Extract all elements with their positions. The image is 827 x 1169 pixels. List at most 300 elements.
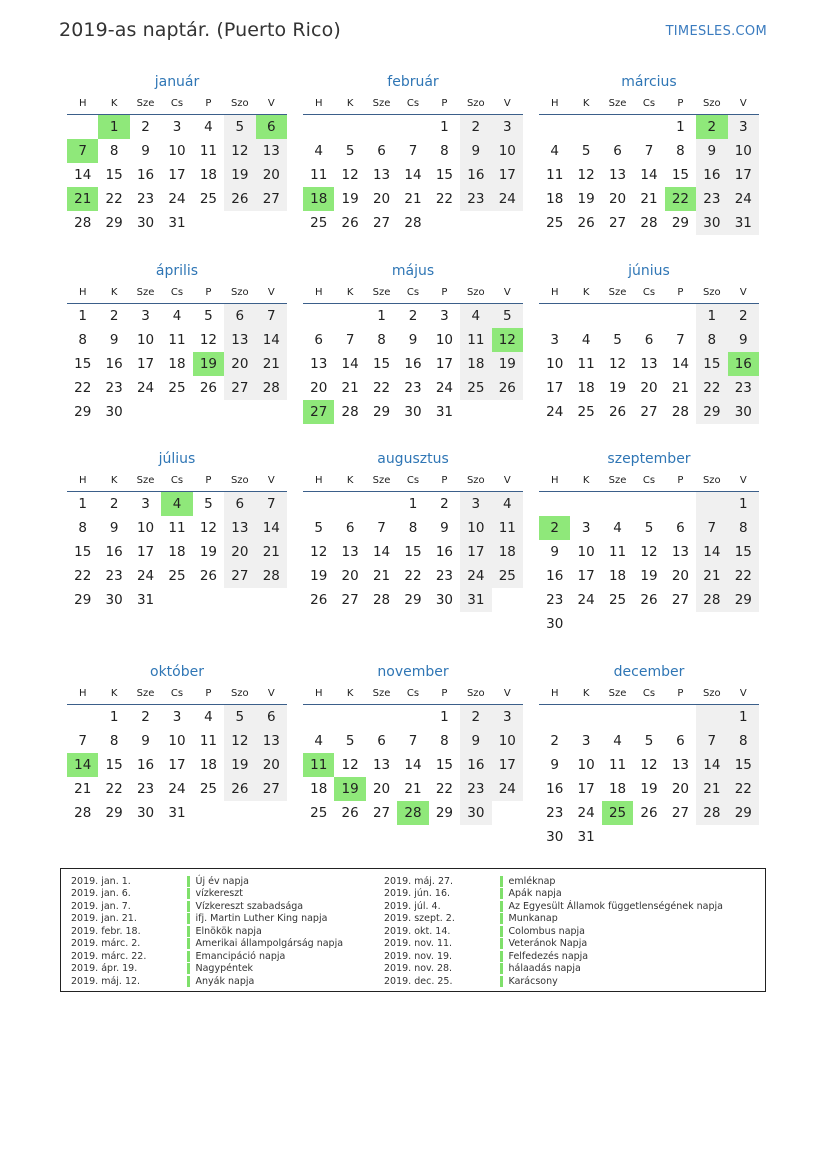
- day-cell: 7: [408, 143, 418, 159]
- day-cell: 19: [640, 568, 658, 584]
- legend-holiday-name: Anyák napja: [195, 975, 255, 987]
- weekday-label: Szo: [230, 474, 249, 486]
- day-cell: 17: [577, 568, 595, 584]
- day-cell: 19: [577, 191, 595, 207]
- day-cell: 26: [577, 215, 595, 231]
- empty-cell: [67, 115, 98, 139]
- day-cell: 26: [640, 592, 658, 608]
- day-cell: 23: [136, 191, 155, 207]
- holiday-day-cell: 12: [492, 328, 523, 352]
- day-cell: 30: [136, 215, 155, 231]
- holiday-day-cell: 7: [67, 139, 98, 163]
- day-cell: 9: [109, 520, 119, 536]
- day-cell: 5: [581, 143, 591, 159]
- month-block: [303, 72, 523, 235]
- day-cell: 19: [199, 544, 218, 560]
- day-cell: 8: [408, 520, 418, 536]
- holiday-marker: [500, 876, 503, 887]
- holiday-marker: [500, 901, 503, 912]
- day-cell: 3: [581, 520, 591, 536]
- legend-date: 2019. jan. 6.: [71, 888, 131, 900]
- legend-row: [384, 950, 723, 963]
- weekday-label: Szo: [466, 474, 485, 486]
- empty-cell: [397, 115, 428, 139]
- day-cell: 28: [696, 801, 727, 825]
- legend-holiday-name: Új év napja: [195, 875, 249, 887]
- day-cell: 13: [608, 167, 627, 183]
- legend-row: [71, 900, 343, 913]
- weekday-label: K: [582, 474, 590, 486]
- empty-cell: [539, 115, 570, 139]
- day-cell: 26: [310, 592, 328, 608]
- day-cell: 13: [372, 757, 391, 773]
- day-cell: 6: [613, 143, 622, 159]
- weekday-label: K: [582, 687, 590, 699]
- month-name: január: [154, 74, 200, 90]
- day-cell: 18: [460, 352, 491, 376]
- day-cell: 5: [224, 705, 255, 729]
- day-cell: 25: [546, 215, 564, 231]
- month-block: [67, 72, 287, 235]
- legend-row: [71, 963, 343, 976]
- legend-row: [71, 888, 343, 901]
- weekday-label: K: [346, 97, 354, 109]
- legend-date: 2019. jan. 21.: [71, 913, 137, 925]
- day-cell: 8: [109, 143, 119, 159]
- weekday-label: Szo: [702, 97, 721, 109]
- day-cell: 30: [460, 801, 491, 825]
- weekday-label: H: [78, 687, 87, 699]
- day-cell: 21: [256, 540, 287, 564]
- legend-row: [71, 975, 343, 988]
- weekday-label: Szo: [702, 474, 721, 486]
- day-cell: 15: [728, 753, 759, 777]
- day-cell: 20: [372, 781, 391, 797]
- weekday-label: K: [110, 474, 118, 486]
- day-cell: 15: [728, 540, 759, 564]
- day-cell: 6: [676, 520, 685, 536]
- month-block: [67, 261, 287, 424]
- day-cell: 26: [224, 777, 255, 801]
- weekday-label: P: [441, 687, 448, 699]
- day-cell: 14: [696, 753, 727, 777]
- weekday-label: Cs: [406, 687, 420, 699]
- weekday-label: P: [677, 286, 684, 298]
- holiday-day-cell: 16: [728, 352, 759, 376]
- legend-row: [71, 925, 343, 938]
- holiday-day-cell: 18: [303, 187, 334, 211]
- day-cell: 29: [671, 215, 690, 231]
- legend-holiday-name: ifj. Martin Luther King napja: [195, 913, 328, 925]
- day-cell: 29: [435, 805, 454, 821]
- day-cell: 25: [199, 191, 218, 207]
- day-cell: 12: [640, 757, 658, 773]
- legend-date: 2019. máj. 12.: [71, 975, 141, 987]
- day-cell: 5: [492, 304, 523, 328]
- day-cell: 8: [109, 733, 119, 749]
- day-cell: 14: [372, 544, 391, 560]
- day-cell: 19: [608, 380, 627, 396]
- day-cell: 22: [696, 376, 727, 400]
- empty-cell: [334, 705, 365, 729]
- empty-cell: [665, 705, 696, 729]
- day-cell: 10: [546, 356, 564, 372]
- month-name: december: [613, 664, 685, 680]
- day-cell: 28: [256, 564, 287, 588]
- empty-cell: [303, 115, 334, 139]
- day-grid: [539, 492, 759, 636]
- day-cell: 23: [546, 592, 564, 608]
- holiday-marker: [500, 963, 503, 974]
- day-cell: 22: [404, 568, 422, 584]
- weekday-label: V: [267, 687, 275, 699]
- day-cell: 5: [644, 733, 654, 749]
- day-cell: 15: [105, 757, 123, 773]
- weekday-label: K: [110, 286, 118, 298]
- day-cell: 5: [613, 332, 622, 348]
- day-cell: 29: [74, 592, 92, 608]
- day-cell: 26: [199, 568, 218, 584]
- weekday-label: H: [314, 286, 323, 298]
- holiday-marker: [187, 876, 190, 887]
- day-cell: 3: [141, 308, 150, 324]
- legend-date: 2019. máj. 27.: [384, 875, 454, 887]
- month-block: [303, 662, 523, 825]
- weekday-label: H: [550, 474, 559, 486]
- weekday-label: V: [739, 97, 747, 109]
- legend-holiday-name: Emancipáció napja: [195, 950, 286, 962]
- holiday-marker: [500, 976, 503, 987]
- holiday-marker: [187, 976, 190, 987]
- holiday-day-cell: 6: [256, 115, 287, 139]
- day-cell: 7: [676, 332, 685, 348]
- legend-date: 2019. nov. 28.: [384, 963, 453, 975]
- day-cell: 29: [404, 592, 422, 608]
- day-cell: 14: [404, 757, 422, 773]
- holiday-day-cell: 28: [397, 801, 428, 825]
- day-cell: 12: [199, 332, 218, 348]
- day-cell: 29: [105, 805, 123, 821]
- weekday-label: K: [110, 687, 118, 699]
- day-cell: 7: [78, 733, 87, 749]
- empty-cell: [602, 115, 633, 139]
- day-grid: [539, 115, 759, 235]
- day-cell: 30: [546, 829, 564, 845]
- day-cell: 5: [204, 496, 213, 512]
- day-cell: 7: [256, 304, 287, 328]
- weekday-label: Cs: [642, 687, 656, 699]
- day-cell: 1: [728, 492, 759, 516]
- day-cell: 24: [168, 781, 186, 797]
- weekday-label: Cs: [406, 97, 420, 109]
- day-cell: 13: [671, 544, 690, 560]
- empty-cell: [665, 492, 696, 516]
- day-cell: 6: [224, 304, 255, 328]
- day-cell: 15: [696, 352, 727, 376]
- day-cell: 10: [577, 757, 595, 773]
- day-cell: 4: [204, 709, 213, 725]
- day-cell: 25: [577, 404, 595, 420]
- legend-holiday-name: Felfedezés napja: [508, 950, 589, 962]
- weekday-label: V: [739, 286, 747, 298]
- month-name: április: [155, 263, 199, 279]
- legend-holiday-name: Munkanap: [508, 913, 558, 925]
- day-cell: 27: [640, 404, 658, 420]
- weekday-header: [303, 281, 523, 304]
- day-cell: 20: [671, 781, 690, 797]
- day-cell: 26: [341, 215, 359, 231]
- day-cell: 11: [310, 167, 328, 183]
- day-cell: 23: [105, 380, 123, 396]
- weekday-header: [67, 281, 287, 304]
- legend-holiday-name: emléknap: [508, 875, 556, 887]
- day-cell: 11: [577, 356, 595, 372]
- weekday-label: Szo: [466, 286, 485, 298]
- holiday-day-cell: 1: [98, 115, 129, 139]
- day-cell: 10: [492, 729, 523, 753]
- day-cell: 23: [136, 781, 155, 797]
- holiday-marker: [187, 963, 190, 974]
- day-cell: 2: [109, 308, 119, 324]
- weekday-label: K: [582, 286, 590, 298]
- empty-cell: [67, 705, 98, 729]
- weekday-label: Sze: [136, 97, 155, 109]
- weekday-label: Sze: [136, 687, 155, 699]
- day-cell: 4: [314, 143, 323, 159]
- day-cell: 1: [78, 308, 87, 324]
- legend-holiday-name: Amerikai állampolgárság napja: [195, 938, 344, 950]
- day-cell: 13: [256, 139, 287, 163]
- empty-cell: [539, 705, 570, 729]
- legend-row: [384, 975, 723, 988]
- day-cell: 9: [141, 143, 150, 159]
- day-cell: 24: [577, 805, 595, 821]
- day-cell: 12: [224, 729, 255, 753]
- day-cell: 1: [728, 705, 759, 729]
- day-cell: 22: [728, 777, 759, 801]
- weekday-label: Sze: [372, 286, 391, 298]
- day-cell: 17: [168, 167, 186, 183]
- legend-date: 2019. febr. 18.: [71, 925, 141, 937]
- legend-holiday-name: Nagypéntek: [195, 963, 254, 975]
- holiday-day-cell: 19: [193, 352, 224, 376]
- legend-row: [384, 938, 723, 951]
- empty-cell: [633, 115, 664, 139]
- holiday-day-cell: 21: [67, 187, 98, 211]
- day-cell: 9: [550, 544, 559, 560]
- day-cell: 8: [440, 143, 449, 159]
- legend-date: 2019. jún. 16.: [384, 888, 451, 900]
- day-cell: 29: [74, 404, 92, 420]
- day-cell: 17: [577, 781, 595, 797]
- weekday-label: H: [550, 687, 559, 699]
- weekday-label: V: [503, 97, 511, 109]
- day-cell: 8: [78, 332, 87, 348]
- day-cell: 23: [105, 568, 123, 584]
- day-cell: 18: [199, 167, 218, 183]
- weekday-label: K: [110, 97, 118, 109]
- weekday-label: Cs: [170, 687, 184, 699]
- day-cell: 11: [608, 544, 627, 560]
- legend-holiday-name: Veteránok Napja: [508, 938, 588, 950]
- day-cell: 7: [408, 733, 418, 749]
- day-cell: 28: [696, 588, 727, 612]
- weekday-label: Cs: [406, 286, 420, 298]
- day-cell: 31: [460, 588, 491, 612]
- legend-holiday-name: Apák napja: [508, 888, 562, 900]
- day-cell: 12: [199, 520, 218, 536]
- day-cell: 4: [460, 304, 491, 328]
- weekday-label: Cs: [406, 474, 420, 486]
- day-cell: 30: [105, 404, 123, 420]
- weekday-label: Sze: [136, 474, 155, 486]
- day-cell: 13: [372, 167, 391, 183]
- day-cell: 10: [492, 139, 523, 163]
- day-cell: 7: [696, 729, 727, 753]
- day-cell: 23: [460, 187, 491, 211]
- day-cell: 27: [671, 805, 690, 821]
- day-cell: 15: [671, 167, 690, 183]
- day-cell: 12: [608, 356, 627, 372]
- day-cell: 19: [341, 191, 359, 207]
- weekday-label: Sze: [136, 286, 155, 298]
- holiday-marker: [187, 926, 190, 937]
- weekday-header: [539, 682, 759, 705]
- day-cell: 11: [460, 328, 491, 352]
- day-cell: 25: [199, 781, 218, 797]
- day-cell: 14: [404, 167, 422, 183]
- day-cell: 12: [341, 757, 359, 773]
- day-cell: 15: [435, 167, 454, 183]
- day-cell: 3: [141, 496, 150, 512]
- day-cell: 30: [696, 211, 727, 235]
- holiday-marker: [500, 926, 503, 937]
- weekday-label: Sze: [372, 474, 391, 486]
- day-cell: 8: [676, 143, 685, 159]
- day-cell: 11: [199, 733, 218, 749]
- day-cell: 4: [613, 520, 622, 536]
- legend-holiday-name: Karácsony: [508, 975, 558, 987]
- empty-cell: [602, 492, 633, 516]
- day-cell: 8: [728, 729, 759, 753]
- legend-date: 2019. jan. 7.: [71, 900, 131, 912]
- month-name: szeptember: [607, 451, 691, 467]
- weekday-label: V: [267, 286, 275, 298]
- day-cell: 30: [728, 400, 759, 424]
- day-cell: 23: [460, 777, 491, 801]
- legend-date: 2019. okt. 14.: [384, 925, 451, 937]
- day-cell: 17: [435, 356, 454, 372]
- empty-cell: [366, 492, 397, 516]
- weekday-header: [67, 469, 287, 492]
- legend-date: 2019. júl. 4.: [384, 900, 441, 912]
- day-cell: 1: [408, 496, 418, 512]
- day-cell: 5: [345, 143, 355, 159]
- day-cell: 2: [440, 496, 449, 512]
- day-cell: 5: [314, 520, 323, 536]
- page-title: 2019-as naptár. (Puerto Rico): [59, 19, 341, 41]
- weekday-label: V: [267, 97, 275, 109]
- legend-row: [384, 963, 723, 976]
- day-cell: 14: [671, 356, 690, 372]
- day-cell: 8: [78, 520, 87, 536]
- empty-cell: [570, 304, 601, 328]
- day-cell: 24: [435, 380, 454, 396]
- legend-row: [384, 875, 723, 888]
- legend-column-right: [384, 875, 723, 988]
- legend-holiday-name: Elnökök napja: [195, 925, 262, 937]
- weekday-header: [539, 469, 759, 492]
- day-cell: 8: [728, 516, 759, 540]
- day-cell: 9: [696, 139, 727, 163]
- empty-cell: [570, 705, 601, 729]
- holiday-day-cell: 22: [665, 187, 696, 211]
- day-cell: 19: [492, 352, 523, 376]
- day-cell: 12: [224, 139, 255, 163]
- day-cell: 7: [345, 332, 355, 348]
- day-cell: 29: [372, 404, 391, 420]
- month-block: [539, 261, 759, 424]
- day-cell: 27: [372, 805, 391, 821]
- day-grid: [539, 304, 759, 424]
- weekday-label: P: [205, 97, 212, 109]
- day-cell: 20: [608, 191, 627, 207]
- legend-date: 2019. nov. 11.: [384, 938, 453, 950]
- weekday-label: H: [314, 474, 323, 486]
- day-cell: 29: [728, 588, 759, 612]
- day-cell: 31: [728, 211, 759, 235]
- day-cell: 7: [256, 492, 287, 516]
- day-grid: [67, 705, 287, 825]
- weekday-label: Cs: [170, 97, 184, 109]
- empty-cell: [334, 115, 365, 139]
- day-cell: 28: [74, 215, 92, 231]
- day-cell: 20: [341, 568, 359, 584]
- day-cell: 19: [640, 781, 658, 797]
- day-cell: 6: [345, 520, 355, 536]
- day-cell: 23: [696, 187, 727, 211]
- empty-cell: [665, 304, 696, 328]
- day-cell: 27: [256, 187, 287, 211]
- day-cell: 2: [728, 304, 759, 328]
- legend-row: [384, 900, 723, 913]
- day-cell: 7: [644, 143, 654, 159]
- day-cell: 10: [136, 520, 155, 536]
- legend-date: 2019. ápr. 19.: [71, 963, 138, 975]
- weekday-label: P: [441, 97, 448, 109]
- weekday-header: [539, 92, 759, 115]
- day-cell: 26: [199, 380, 218, 396]
- day-cell: 14: [256, 328, 287, 352]
- day-cell: 21: [341, 380, 359, 396]
- day-cell: 13: [640, 356, 658, 372]
- day-cell: 28: [256, 376, 287, 400]
- month-block: [303, 449, 523, 612]
- day-cell: 22: [105, 781, 123, 797]
- brand-link[interactable]: TIMESLES.COM: [665, 24, 767, 39]
- empty-cell: [303, 304, 334, 328]
- day-cell: 19: [310, 568, 328, 584]
- day-cell: 17: [136, 544, 155, 560]
- legend-holiday-name: Vízkereszt szabadsága: [195, 900, 304, 912]
- holiday-marker: [187, 888, 190, 899]
- day-cell: 20: [256, 163, 287, 187]
- day-cell: 6: [676, 733, 685, 749]
- day-cell: 18: [168, 356, 186, 372]
- day-cell: 13: [256, 729, 287, 753]
- empty-cell: [366, 115, 397, 139]
- day-cell: 20: [256, 753, 287, 777]
